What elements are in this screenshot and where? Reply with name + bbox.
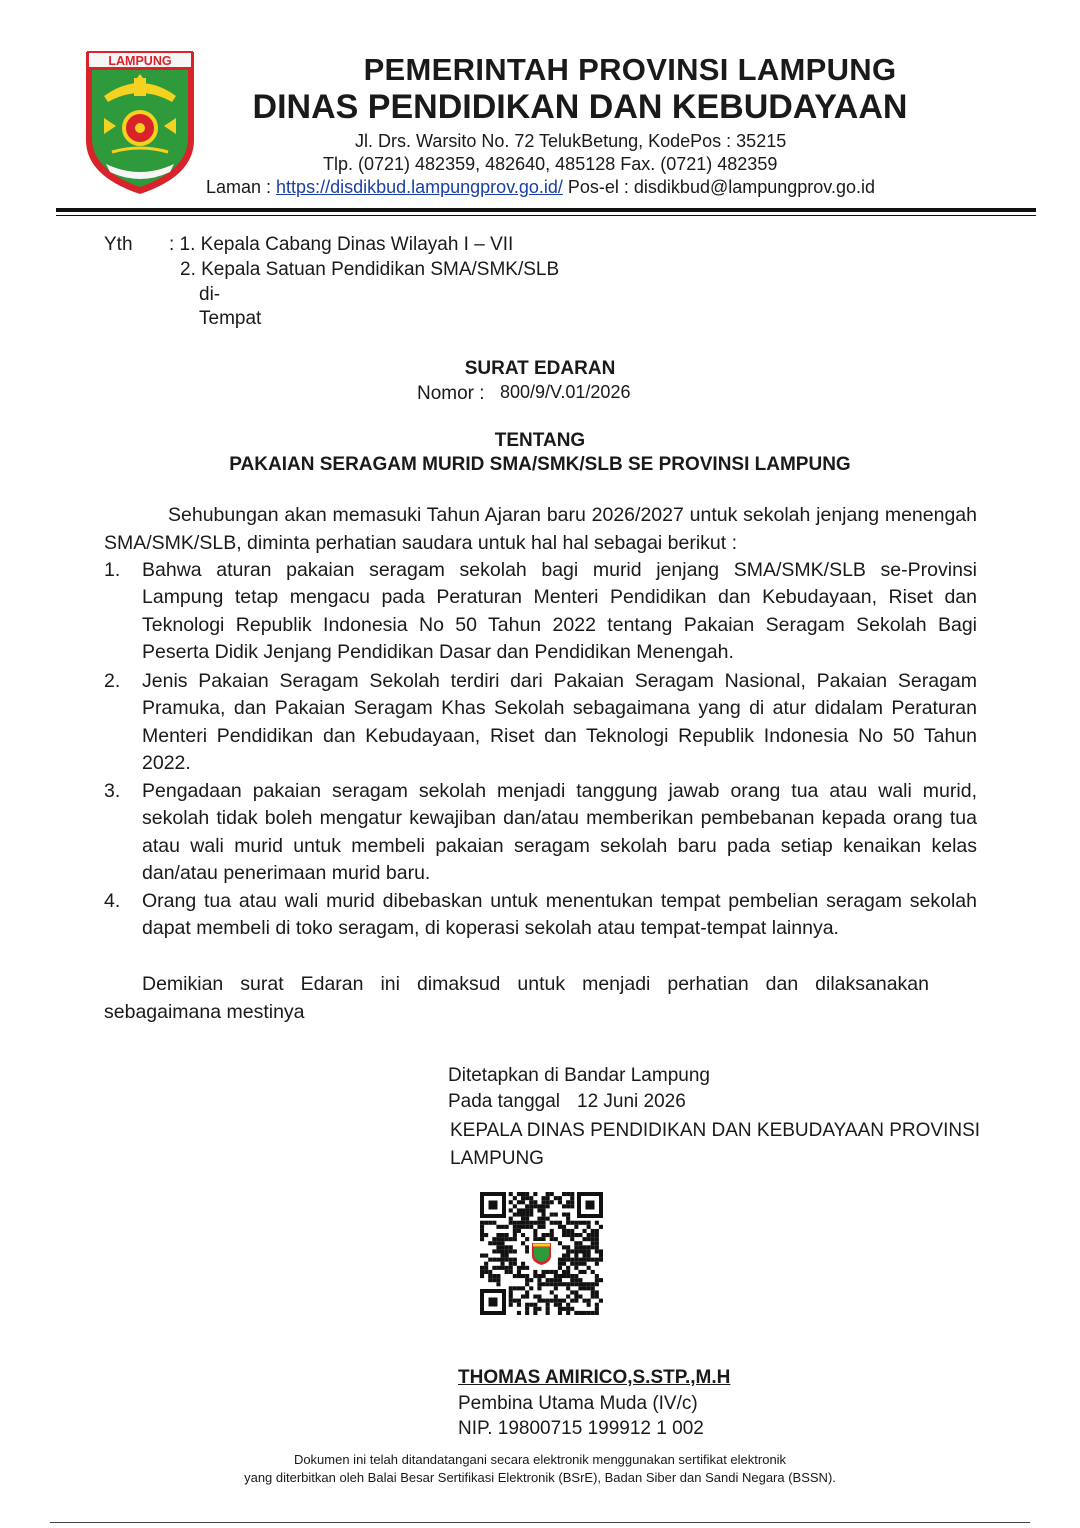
signature-position: KEPALA DINAS PENDIDIKAN DAN KEBUDAYAAN PROVINSI: [450, 1120, 981, 1141]
list-item-text: Orang tua atau wali murid dibebaskan untuk menentukan tempat pembelian seragam sekolah dapat membeli di toko seragam, di koperasi sekolah atau tempat-tempat lainnya.: [142, 890, 977, 940]
letterhead-divider-thick: [56, 208, 1036, 212]
list-item-text: Jenis Pakaian Seragam Sekolah terdiri dari Pakaian Seragam Nasional, Pakaian Seragam Pramuka, dan Pakaian Seragam Khas Sekolah sebagaimana yang di atur didalam Peraturan Menteri Pendidikan dan Kebudayaan, Riset dan Teknologi Republik Indonesia No 50 Tahun 2022.: [142, 670, 977, 774]
intro-paragraph: Sehubungan akan memasuki Tahun Ajaran baru 2026/2027 untuk sekolah jenjang menengah SMA/SMK/SLB, diminta perhatian saudara untuk hal hal sebagai berikut :: [104, 504, 977, 554]
list-item-number: 2.: [104, 670, 121, 692]
recipient-line-1: : 1. Kepala Cabang Dinas Wilayah I – VII: [169, 234, 514, 255]
letter-number: 800/9/V.01/2026: [500, 382, 631, 402]
page-bottom-rule: [50, 1522, 1030, 1523]
list-item-number: 1.: [104, 559, 121, 581]
list-item: [104, 668, 977, 777]
office-address: Jl. Drs. Warsito No. 72 TelukBetung, KodePos : 35215: [355, 131, 787, 151]
email-text: Pos-el : disdikbud@lampungprov.go.id: [562, 177, 875, 197]
recipient-line-3: di-: [199, 284, 221, 305]
list-item-text: Bahwa aturan pakaian seragam sekolah bagi murid jenjang SMA/SMK/SLB se-Provinsi Lampung tetap mengacu pada Peraturan Menteri Pendidikan dan Kebudayaan, Riset dan Teknologi Republik Indonesia No 50 Tahun 2022 tentang Pakaian Seragam Sekolah Bagi Peserta Didik Jenjang Pendidikan Dasar dan Pendidikan Menengah.: [142, 559, 977, 663]
signature-position-cont: LAMPUNG: [450, 1148, 544, 1169]
web-label: Laman :: [206, 177, 277, 197]
signature-date: 12 Juni 2026: [577, 1091, 686, 1112]
svg-text:LAMPUNG: LAMPUNG: [108, 54, 172, 68]
list-item-number: 3.: [104, 780, 121, 802]
website-link[interactable]: https://disdikbud.lampungprov.go.id/: [276, 177, 563, 197]
qr-code-signature: [480, 1192, 603, 1315]
government-title: PEMERINTAH PROVINSI LAMPUNG: [363, 52, 897, 87]
signature-date-label: Pada tanggal: [448, 1091, 560, 1112]
office-title: DINAS PENDIDIKAN DAN KEBUDAYAAN: [252, 88, 908, 126]
list-item: [104, 557, 977, 666]
letter-subject: PAKAIAN SERAGAM MURID SMA/SMK/SLB SE PROVINSI LAMPUNG: [229, 454, 851, 475]
office-web-line: [206, 177, 875, 198]
office-phone: Tlp. (0721) 482359, 482640, 485128 Fax. (0721) 482359: [323, 154, 778, 174]
recipient-line-4: Tempat: [199, 308, 262, 329]
e-signature-note-line-2: yang diterbitkan oleh Balai Besar Sertifikasi Elektronik (BSrE), Badan Siber dan Sandi Negara (BSSN).: [244, 1470, 836, 1485]
letter-type: SURAT EDARAN: [464, 358, 616, 379]
lampung-emblem-logo: [82, 48, 198, 196]
signature-place: Ditetapkan di Bandar Lampung: [448, 1065, 710, 1086]
letter-number-label: Nomor :: [417, 383, 485, 404]
closing-paragraph: Demikian surat Edaran ini dimaksud untuk menjadi perhatian dan dilaksanakan sebagaimana mestinya: [104, 973, 929, 1023]
recipient-label: Yth: [104, 234, 133, 255]
recipient-line-2: 2. Kepala Satuan Pendidikan SMA/SMK/SLB: [180, 259, 560, 280]
signatory-name: THOMAS AMIRICO,S.STP.,M.H: [458, 1367, 731, 1388]
letter-about-label: TENTANG: [494, 430, 586, 451]
e-signature-note-line-1: Dokumen ini telah ditandatangani secara elektronik menggunakan sertifikat elektronik: [293, 1452, 787, 1467]
signatory-nip: NIP. 19800715 199912 1 002: [458, 1418, 704, 1439]
list-item-number: 4.: [104, 890, 121, 912]
list-item-text: Pengadaan pakaian seragam sekolah menjadi tanggung jawab orang tua atau wali murid, sekolah tidak boleh mengatur kewajiban dan/atau memberikan pembebanan kepada orang tua atau wali murid untuk membeli pakaian seragam sekolah baru pada setiap kenaikan kelas dan/atau penerimaan murid baru.: [142, 780, 977, 884]
list-item: [104, 888, 977, 943]
letterhead-divider-thin: [56, 215, 1036, 216]
signatory-rank: Pembina Utama Muda (IV/c): [458, 1393, 698, 1414]
list-item: [104, 778, 977, 887]
